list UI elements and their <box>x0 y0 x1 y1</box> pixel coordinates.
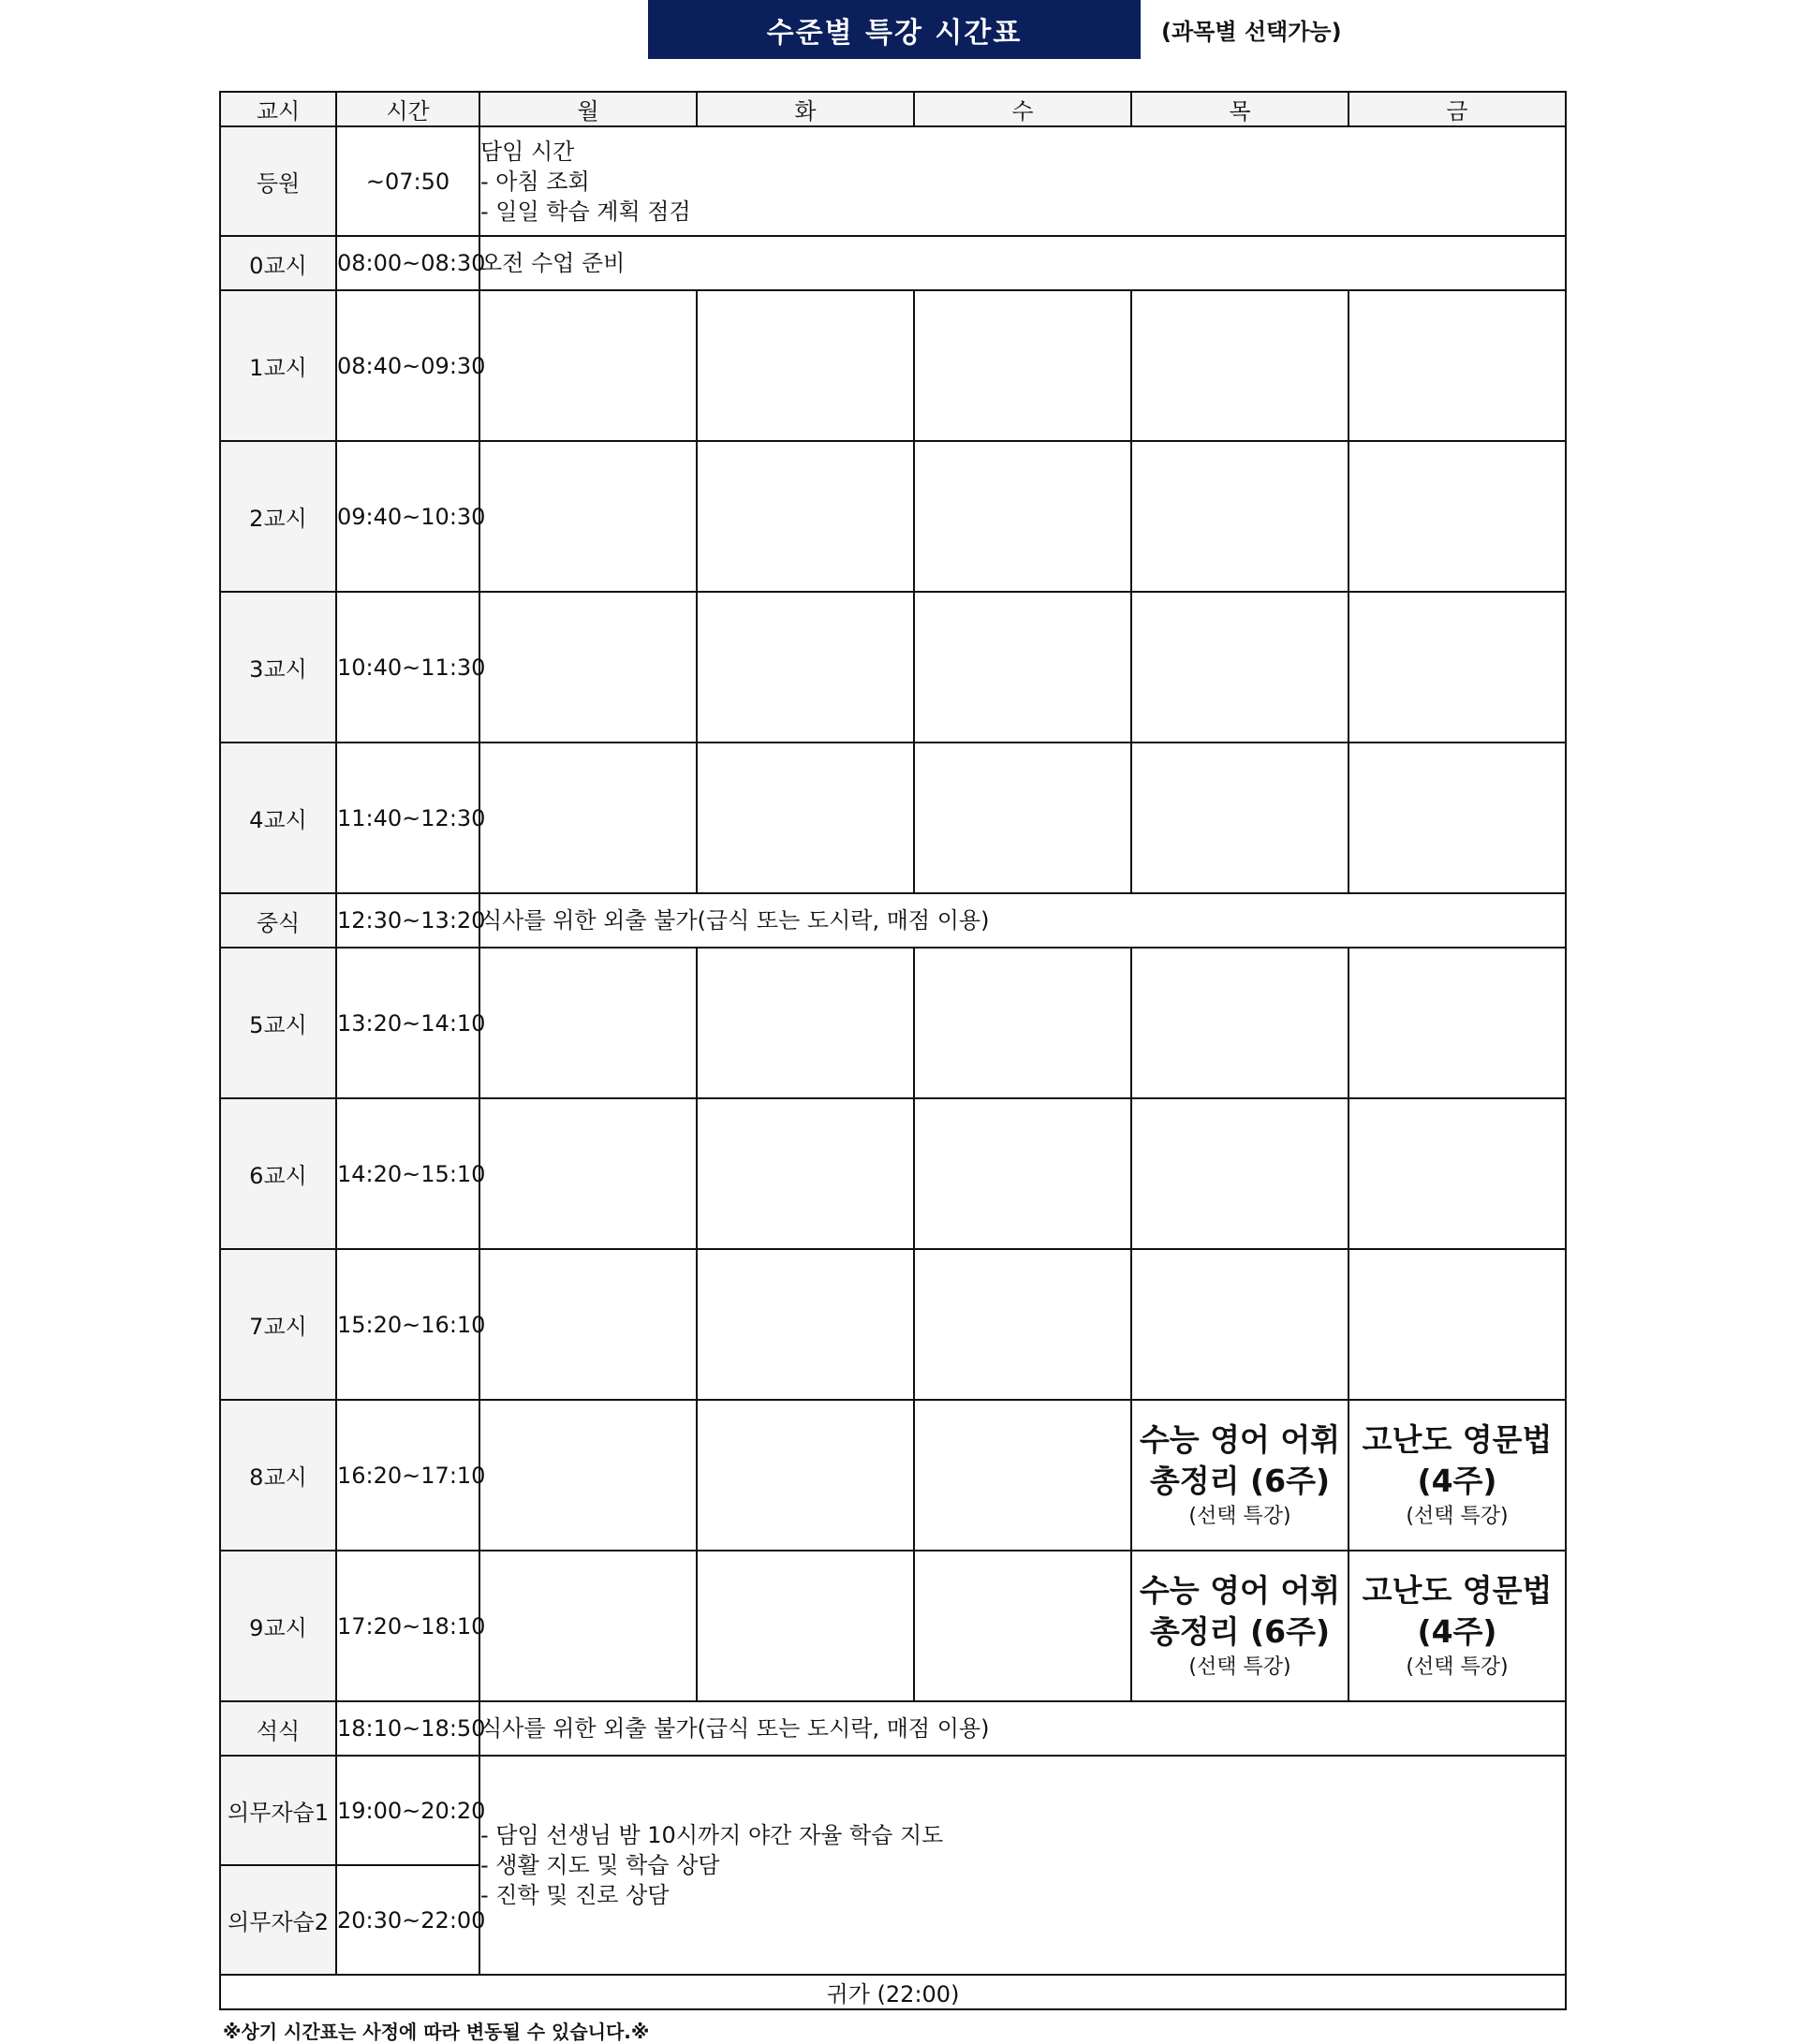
row-arrival <box>220 126 1566 236</box>
slot-thu <box>1131 948 1348 1098</box>
timetable <box>219 91 1567 2010</box>
slot-wed <box>914 290 1131 441</box>
slot-wed <box>914 592 1131 743</box>
slot-mon <box>479 1098 697 1249</box>
period-time: 14:20~15:10 <box>336 1098 479 1249</box>
slot-tue <box>697 1249 914 1400</box>
period-label: 2교시 <box>220 441 336 592</box>
row-study1 <box>220 1756 1566 1865</box>
course-name: (4주) <box>1417 1612 1497 1650</box>
slot-mon <box>479 1551 697 1701</box>
row-p1 <box>220 290 1566 441</box>
note-line: - 담임 선생님 밤 10시까지 야간 자율 학습 지도 <box>480 1822 944 1848</box>
study-note <box>479 1756 1566 1975</box>
slot-fri <box>1348 1249 1566 1400</box>
slot-wed <box>914 441 1131 592</box>
period-label: 3교시 <box>220 592 336 743</box>
course-name: 고난도 영문법 <box>1362 1571 1553 1609</box>
slot-thu <box>1131 441 1348 592</box>
period-label: 중식 <box>220 893 336 948</box>
p0-note: 오전 수업 준비 <box>479 236 1566 290</box>
slot-mon <box>479 441 697 592</box>
row-p4 <box>220 743 1566 893</box>
row-p2 <box>220 441 1566 592</box>
row-p0 <box>220 236 1566 290</box>
course-cell-fri <box>1348 1400 1566 1551</box>
slot-wed <box>914 743 1131 893</box>
slot-wed <box>914 948 1131 1098</box>
period-time: 18:10~18:50 <box>336 1701 479 1756</box>
row-p9 <box>220 1551 1566 1701</box>
row-footer <box>220 1975 1566 2009</box>
period-label: 7교시 <box>220 1249 336 1400</box>
course-name: 총정리 (6주) <box>1149 1612 1331 1650</box>
period-time: 08:00~08:30 <box>336 236 479 290</box>
col-header-fri: 금 <box>1348 92 1566 126</box>
slot-fri <box>1348 743 1566 893</box>
course-name: (4주) <box>1417 1462 1497 1499</box>
period-label: 9교시 <box>220 1551 336 1701</box>
course-name: 수능 영어 어휘 <box>1139 1571 1341 1609</box>
period-label: 4교시 <box>220 743 336 893</box>
slot-thu <box>1131 1249 1348 1400</box>
col-header-wed: 수 <box>914 92 1131 126</box>
note-line: 담임 시간 <box>480 138 575 165</box>
slot-fri <box>1348 441 1566 592</box>
note-line: - 진학 및 진로 상담 <box>480 1882 670 1908</box>
col-header-period: 교시 <box>220 92 336 126</box>
course-name: 총정리 (6주) <box>1149 1462 1331 1499</box>
slot-thu <box>1131 1098 1348 1249</box>
row-p7 <box>220 1249 1566 1400</box>
period-label: 6교시 <box>220 1098 336 1249</box>
page-title: 수준별 특강 시간표 <box>648 0 1141 59</box>
slot-tue <box>697 290 914 441</box>
slot-mon <box>479 290 697 441</box>
slot-fri <box>1348 290 1566 441</box>
period-label: 의무자습2 <box>220 1865 336 1975</box>
slot-mon <box>479 592 697 743</box>
period-time: 08:40~09:30 <box>336 290 479 441</box>
slot-wed <box>914 1551 1131 1701</box>
slot-tue <box>697 743 914 893</box>
course-type: (선택 특강) <box>1188 1504 1291 1528</box>
dinner-note: 식사를 위한 외출 불가(급식 또는 도시락, 매점 이용) <box>479 1701 1566 1756</box>
slot-tue <box>697 592 914 743</box>
course-type: (선택 특강) <box>1406 1654 1509 1679</box>
period-label: 8교시 <box>220 1400 336 1551</box>
slot-mon <box>479 1249 697 1400</box>
slot-tue <box>697 1098 914 1249</box>
slot-tue <box>697 1400 914 1551</box>
row-p3 <box>220 592 1566 743</box>
period-label: 1교시 <box>220 290 336 441</box>
slot-thu <box>1131 290 1348 441</box>
period-time: 13:20~14:10 <box>336 948 479 1098</box>
period-label: 석식 <box>220 1701 336 1756</box>
period-time: 12:30~13:20 <box>336 893 479 948</box>
row-lunch <box>220 893 1566 948</box>
col-header-mon: 월 <box>479 92 697 126</box>
slot-fri <box>1348 948 1566 1098</box>
arrival-note <box>479 126 1566 236</box>
slot-mon <box>479 1400 697 1551</box>
row-dinner <box>220 1701 1566 1756</box>
period-time: 15:20~16:10 <box>336 1249 479 1400</box>
period-time: 10:40~11:30 <box>336 592 479 743</box>
period-time: 09:40~10:30 <box>336 441 479 592</box>
slot-thu <box>1131 743 1348 893</box>
period-time: ~07:50 <box>336 126 479 236</box>
slot-thu <box>1131 592 1348 743</box>
col-header-thu: 목 <box>1131 92 1348 126</box>
col-header-time: 시간 <box>336 92 479 126</box>
period-time: 17:20~18:10 <box>336 1551 479 1701</box>
slot-wed <box>914 1400 1131 1551</box>
period-label: 5교시 <box>220 948 336 1098</box>
slot-tue <box>697 441 914 592</box>
course-type: (선택 특강) <box>1406 1504 1509 1528</box>
row-p5 <box>220 948 1566 1098</box>
slot-wed <box>914 1249 1131 1400</box>
row-p8 <box>220 1400 1566 1551</box>
note-line: - 일일 학습 계획 점검 <box>480 198 691 225</box>
slot-mon <box>479 743 697 893</box>
course-type: (선택 특강) <box>1188 1654 1291 1679</box>
period-time: 11:40~12:30 <box>336 743 479 893</box>
slot-tue <box>697 1551 914 1701</box>
period-time: 16:20~17:10 <box>336 1400 479 1551</box>
period-label: 0교시 <box>220 236 336 290</box>
period-time: 20:30~22:00 <box>336 1865 479 1975</box>
course-name: 수능 영어 어휘 <box>1139 1420 1341 1458</box>
course-name: 고난도 영문법 <box>1362 1420 1553 1458</box>
slot-mon <box>479 948 697 1098</box>
period-label: 의무자습1 <box>220 1756 336 1865</box>
slot-fri <box>1348 592 1566 743</box>
slot-wed <box>914 1098 1131 1249</box>
slot-fri <box>1348 1098 1566 1249</box>
lunch-note: 식사를 위한 외출 불가(급식 또는 도시락, 매점 이용) <box>479 893 1566 948</box>
course-cell-thu <box>1131 1400 1348 1551</box>
col-header-tue: 화 <box>697 92 914 126</box>
bottom-note: ※상기 시간표는 사정에 따라 변동될 수 있습니다.※ <box>223 2021 650 2043</box>
note-line: - 아침 조회 <box>480 168 590 195</box>
title-note: (과목별 선택가능) <box>1161 19 1342 45</box>
period-time: 19:00~20:20 <box>336 1756 479 1865</box>
note-line: - 생활 지도 및 학습 상담 <box>480 1852 720 1878</box>
course-cell-fri <box>1348 1551 1566 1701</box>
slot-tue <box>697 948 914 1098</box>
header-row <box>220 92 1566 126</box>
course-cell-thu <box>1131 1551 1348 1701</box>
row-p6 <box>220 1098 1566 1249</box>
dismissal-time: 귀가 (22:00) <box>220 1975 1566 2009</box>
period-label: 등원 <box>220 126 336 236</box>
